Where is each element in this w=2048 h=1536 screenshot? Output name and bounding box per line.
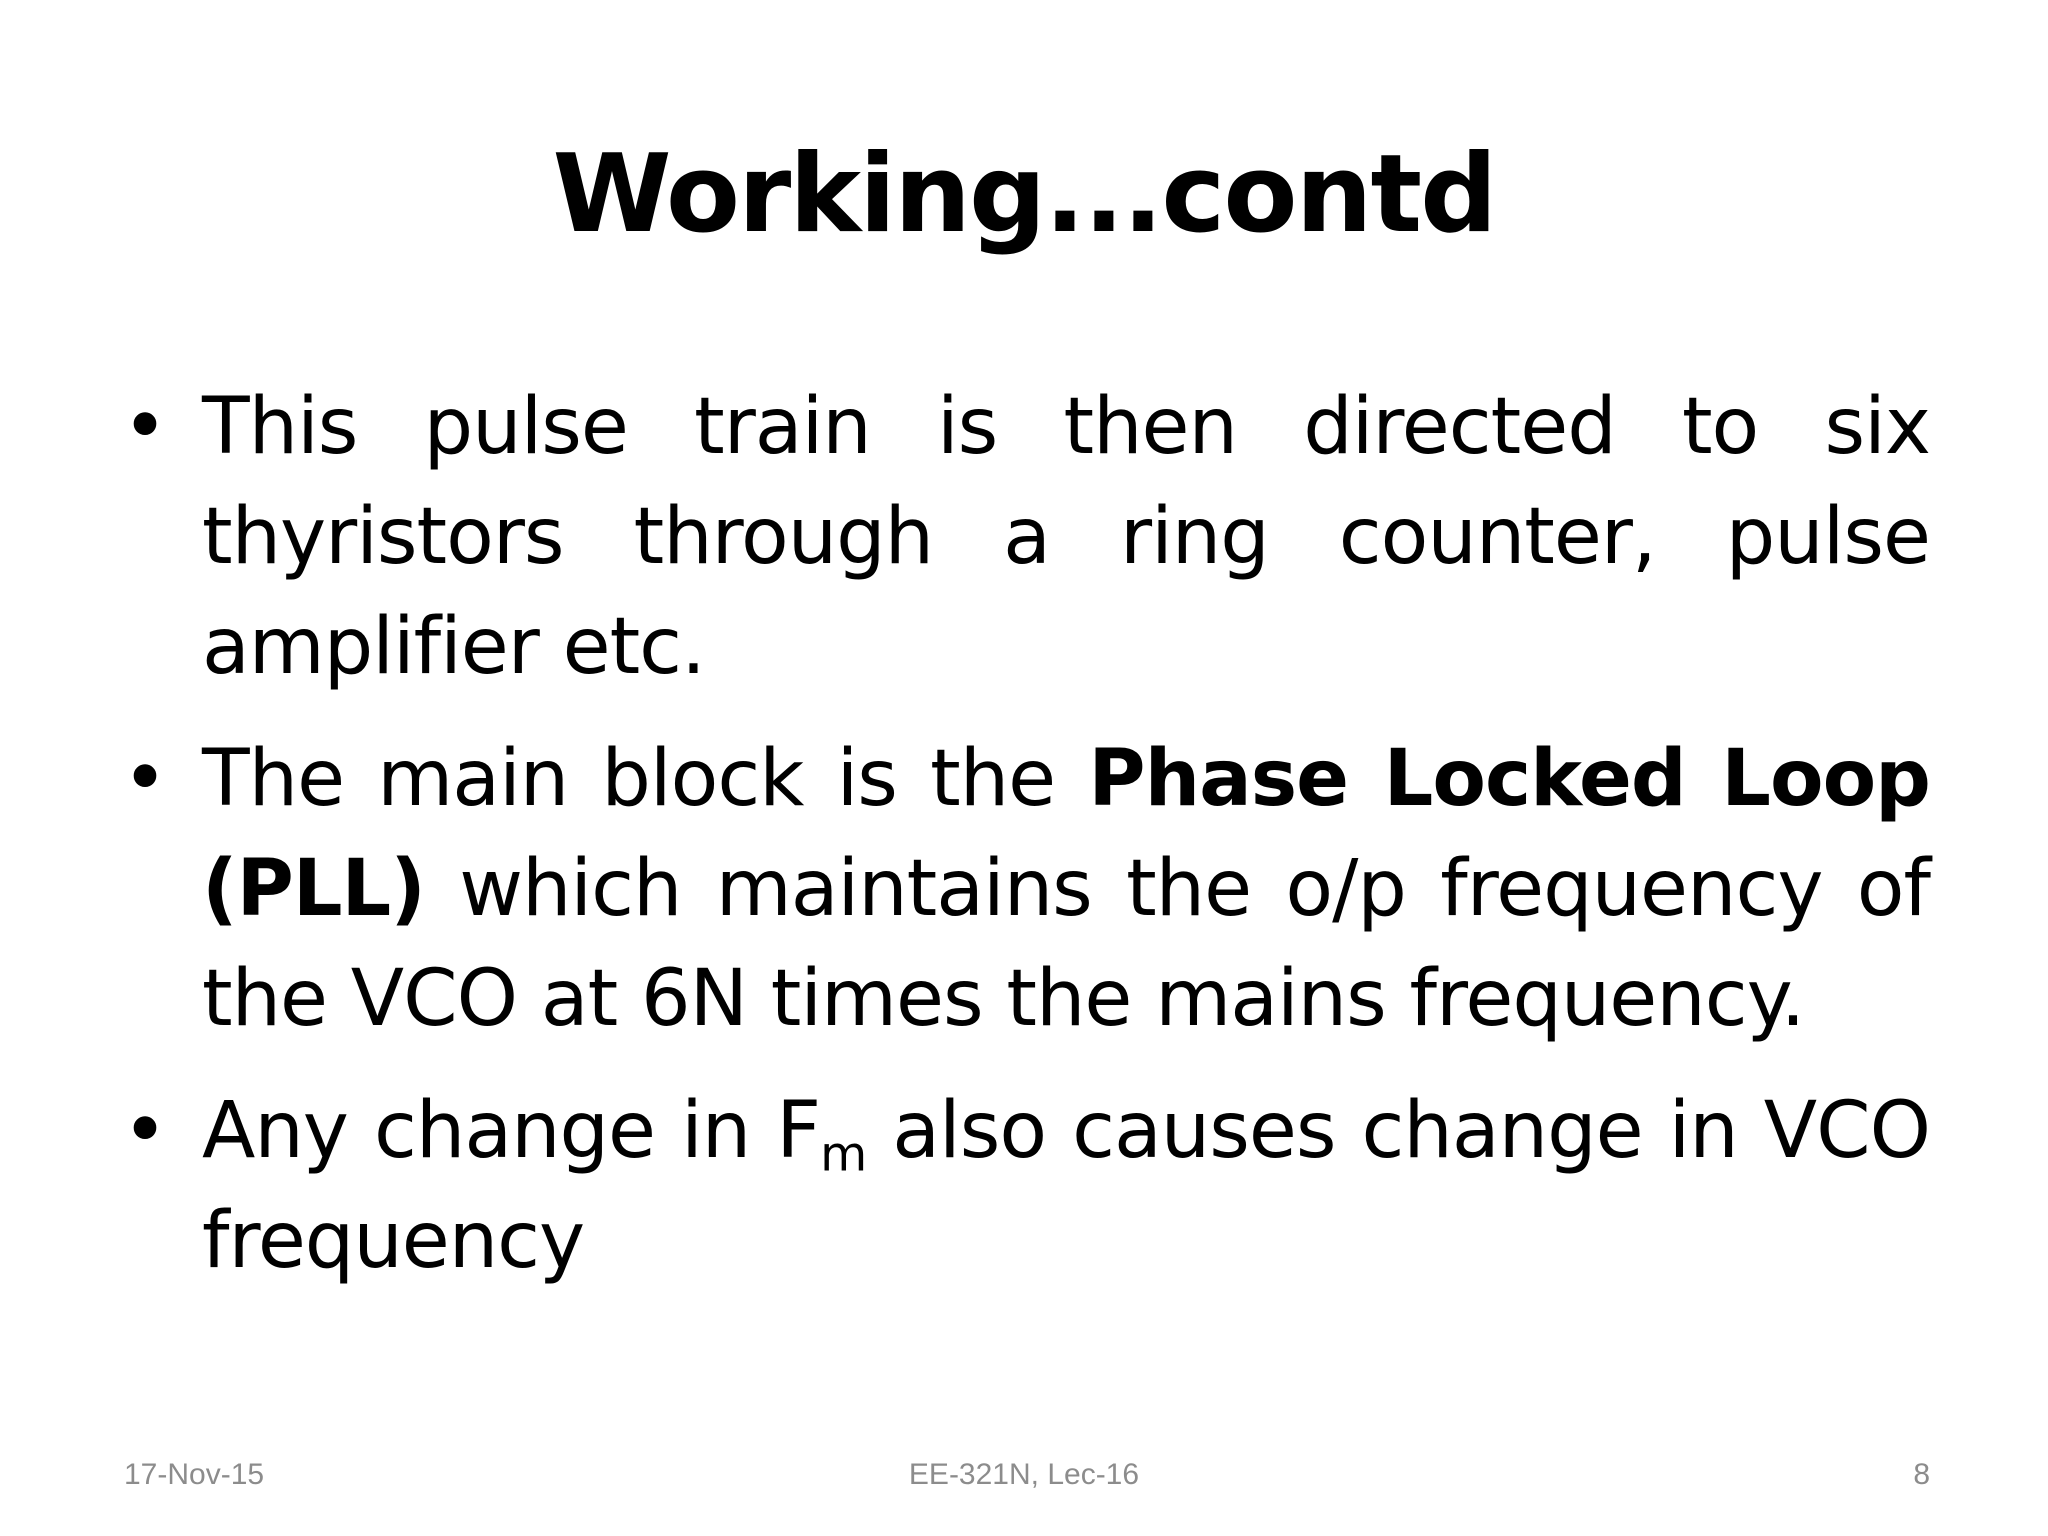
bullet-text: This pulse train is then directed to six thyristors through a ring counter, pulse amplifier etc.	[202, 382, 1930, 692]
bullet-icon: •	[122, 1086, 168, 1176]
bullet-text-start: The main block is the	[202, 734, 1089, 824]
footer-date: 17-Nov-15	[124, 1458, 265, 1491]
bullet-item-1	[120, 372, 1930, 702]
bullet-icon: •	[122, 382, 168, 472]
bullet-icon: •	[122, 734, 168, 824]
subscript-text: m	[820, 1126, 867, 1183]
bullet-text-end: which maintains the o/p frequency of the VCO at 6N times the mains frequency.	[202, 844, 1930, 1044]
slide-title: Working...contd	[552, 132, 1496, 257]
footer-page-number: 8	[1913, 1458, 1930, 1491]
bullet-text-start: Any change in F	[202, 1086, 821, 1176]
bullet-item-3	[120, 1076, 1930, 1296]
bullet-item-2	[120, 724, 1930, 1054]
bullet-list	[120, 372, 1930, 1318]
bullet-text-end: also causes change in VCO frequency	[202, 1086, 1930, 1286]
footer-course: EE-321N, Lec-16	[908, 1458, 1140, 1491]
bullet-text-bold: Phase Locked Loop (PLL)	[202, 734, 1931, 934]
